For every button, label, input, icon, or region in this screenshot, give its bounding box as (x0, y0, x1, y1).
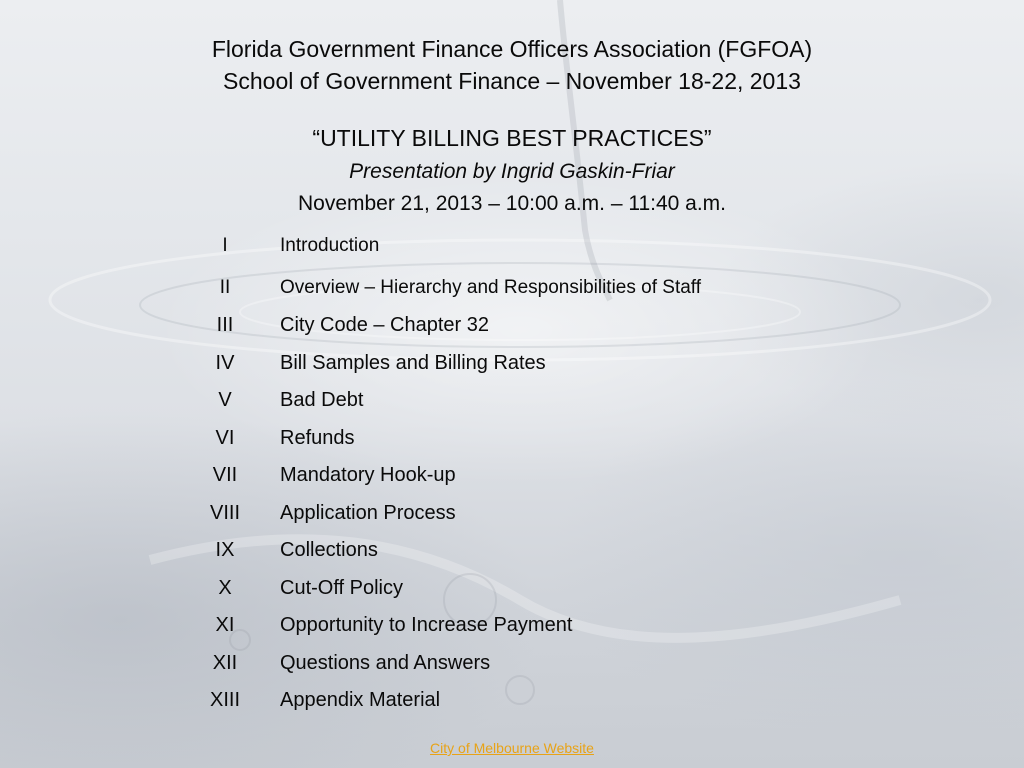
agenda-item-text: Cut-Off Policy (280, 577, 403, 599)
conference-title: Florida Government Finance Officers Association (FGFOA) (211, 36, 813, 62)
agenda-item (0, 231, 1024, 261)
agenda-item-number: IX (215, 539, 235, 561)
agenda-item-text: Mandatory Hook-up (280, 464, 456, 486)
agenda-item (0, 573, 1024, 603)
agenda-item-number: V (218, 389, 232, 411)
agenda-item-number: XII (212, 652, 238, 674)
agenda-item-number: XI (215, 614, 235, 636)
agenda-item (0, 348, 1024, 378)
agenda-item-number: VIII (209, 502, 240, 524)
agenda-item-number: II (219, 277, 231, 298)
agenda-item-text: Bill Samples and Billing Rates (280, 352, 546, 374)
agenda-item-number: VII (212, 464, 238, 486)
agenda-item (0, 498, 1024, 528)
footer (0, 737, 1024, 759)
agenda-item-text: Refunds (280, 427, 355, 449)
agenda-item-number: IV (215, 352, 235, 374)
agenda-item (0, 648, 1024, 678)
city-website-link[interactable]: City of Melbourne Website (430, 740, 594, 756)
agenda-item (0, 273, 1024, 303)
presenter-line: Presentation by Ingrid Gaskin-Friar (349, 160, 675, 183)
agenda-item (0, 685, 1024, 715)
agenda-item-number: XIII (209, 689, 240, 711)
agenda-item-text: Application Process (280, 502, 456, 524)
agenda-item (0, 385, 1024, 415)
agenda-item-text: City Code – Chapter 32 (280, 314, 490, 336)
conference-subtitle: School of Government Finance – November 18-22, 2013 (223, 68, 801, 94)
agenda-item-number: III (216, 314, 234, 336)
agenda-item (0, 610, 1024, 640)
agenda-item (0, 310, 1024, 340)
agenda-item-text: Questions and Answers (280, 652, 491, 674)
agenda-item-text: Opportunity to Increase Payment (280, 614, 573, 636)
presentation-title: “UTILITY BILLING BEST PRACTICES” (312, 125, 712, 151)
agenda-item-number: X (218, 577, 232, 599)
presentation-datetime: November 21, 2013 – 10:00 a.m. – 11:40 a.m. (297, 192, 727, 215)
agenda-item-text: Overview – Hierarchy and Responsibilities of Staff (280, 277, 702, 298)
agenda-item-text: Collections (280, 539, 378, 561)
agenda-item-number: I (222, 235, 228, 256)
agenda-item-text: Introduction (280, 235, 380, 256)
agenda-item-number: VI (215, 427, 235, 449)
agenda-item-text: Appendix Material (280, 689, 441, 711)
agenda-item (0, 535, 1024, 565)
agenda-item-text: Bad Debt (280, 389, 364, 411)
agenda-item (0, 460, 1024, 490)
agenda-item (0, 423, 1024, 453)
